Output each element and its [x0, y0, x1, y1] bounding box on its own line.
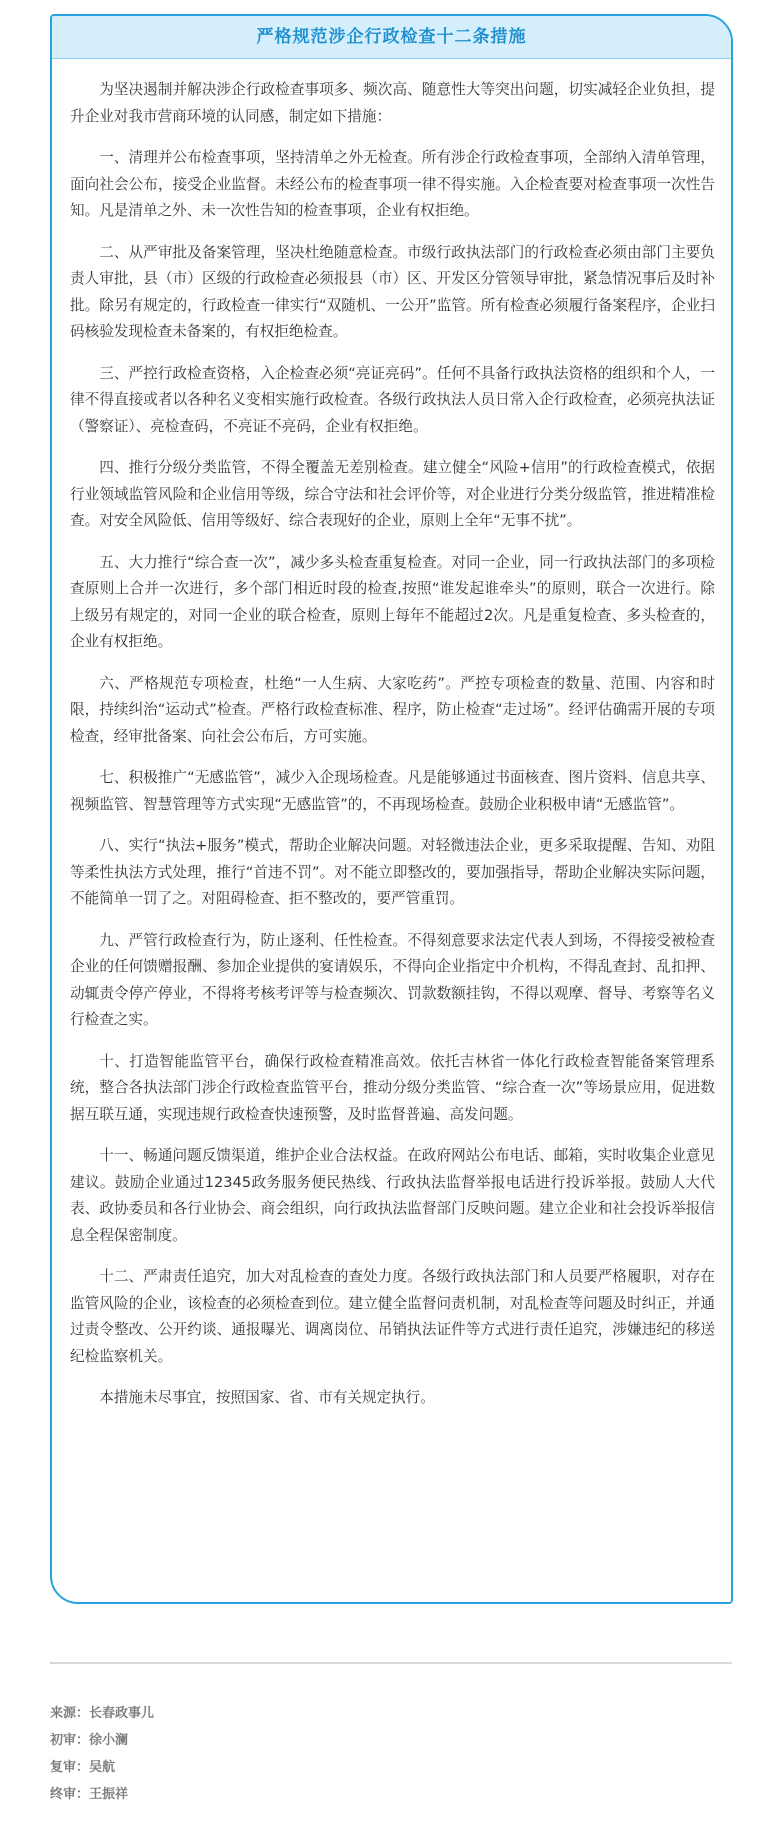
- article-title: 严格规范涉企行政检查十二条措施: [52, 16, 731, 59]
- measure-paragraph-11: 十一、畅通问题反馈渠道，维护企业合法权益。在政府网站公布电话、邮箱，实时收集企业意见建议。鼓励企业通过12345政务服务便民热线、行政执法监督举报电话进行投诉举报。鼓励人大代表、政协委员和各行业协会、商会组织，向行政执法监督部门反映问题。建立企业和社会投诉举报信息全程保密制度。: [70, 1147, 715, 1244]
- measure-paragraph-10: 十、打造智能监管平台，确保行政检查精准高效。依托吉林省一体化行政检查智能备案管理系统，整合各执法部门涉企行政检查监管平台，推动分级分类监管、“综合查一次”等场景应用，促进数据互联互通，实现违规行政检查快速预警，及时监督普遍、高发问题。: [70, 1052, 715, 1123]
- measure-paragraph-9: 九、严管行政检查行为，防止逐利、任性检查。不得刻意要求法定代表人到场，不得接受被检查企业的任何馈赠报酬、参加企业提供的宴请娱乐，不得向企业指定中介机构，不得乱查封、乱扣押、动辄责令停产停业，不得将考核考评等与检查频次、罚款数额挂钩，不得以观摩、督导、考察等名义行检查之实。: [70, 931, 715, 1028]
- article-body: [52, 59, 731, 1412]
- credit-final-review: 终审：王振祥: [50, 1787, 129, 1802]
- measure-paragraph-6: 六、严格规范专项检查，杜绝“一人生病、大家吃药”。严控专项检查的数量、范围、内容和时限，持续纠治“运动式”检查。严格行政检查标准、程序，防止检查“走过场”。经评估确需开展的专项检查，经审批备案、向社会公布后，方可实施。: [70, 674, 715, 745]
- measure-paragraph-3: 三、严控行政检查资格，入企检查必须“亮证亮码”。任何不具备行政执法资格的组织和个人，一律不得直接或者以各种名义变相实施行政检查。各级行政执法人员日常入企行政检查，必须亮执法证（警察证）、亮检查码，不亮证不亮码，企业有权拒绝。: [70, 364, 715, 435]
- measure-paragraph-8: 八、实行“执法+服务”模式，帮助企业解决问题。对轻微违法企业，更多采取提醒、告知、劝阻等柔性执法方式处理，推行“首违不罚”。对不能立即整改的，要加强指导，帮助企业解决实际问题，不能简单一罚了之。对阻碍检查、拒不整改的，要严管重罚。: [70, 837, 715, 907]
- credit-first-review: 初审：徐小澜: [50, 1733, 129, 1748]
- article-card: [50, 14, 733, 1604]
- measure-paragraph-2: 二、从严审批及备案管理，坚决杜绝随意检查。市级行政执法部门的行政检查必须由部门主要负责人审批，县（市）区级的行政检查必须报县（市）区、开发区分管领导审批，紧急情况事后及时补批。除另有规定的，行政检查一律实行“双随机、一公开”监管。所有检查必须履行备案程序，企业扫码核验发现检查未备案的，有权拒绝检查。: [70, 243, 715, 340]
- measure-paragraph-4: 四、推行分级分类监管，不得全覆盖无差别检查。建立健全“风险+信用”的行政检查模式，依据行业领域监管风险和企业信用等级，综合守法和社会评价等，对企业进行分类分级监管，推进精准检查。对安全风险低、信用等级好、综合表现好的企业，原则上全年“无事不扰”。: [70, 459, 715, 529]
- closing-paragraph: 本措施未尽事宜，按照国家、省、市有关规定执行。: [99, 1389, 435, 1406]
- credits: [50, 1700, 154, 1808]
- measure-paragraph-5: 五、大力推行“综合查一次”，减少多头检查重复检查。对同一企业，同一行政执法部门的多项检查原则上合并一次进行，多个部门相近时段的检查,按照“谁发起谁牵头”的原则，联合一次进行。除上级另有规定的，对同一企业的联合检查，原则上每年不能超过2次。凡是重复检查、多头检查的，企业有权拒绝。: [70, 553, 715, 650]
- credit-second-review: 复审：吴航: [50, 1760, 116, 1775]
- measure-paragraph-12: 十二、严肃责任追究，加大对乱检查的查处力度。各级行政执法部门和人员要严格履职，对存在监管风险的企业，该检查的必须检查到位。建立健全监督问责机制，对乱检查等问题及时纠正，并通过责令整改、公开约谈、通报曝光、调离岗位、吊销执法证件等方式进行责任追究，涉嫌违纪的移送纪检监察机关。: [70, 1268, 715, 1365]
- measure-paragraph-7: 七、积极推广“无感监管”，减少入企现场检查。凡是能够通过书面核查、图片资料、信息共享、视频监管、智慧管理等方式实现“无感监管”的，不再现场检查。鼓励企业积极申请“无感监管”。: [70, 769, 715, 813]
- credit-source: 来源：长春政事儿: [50, 1706, 155, 1721]
- measure-paragraph-1: 一、清理并公布检查事项，坚持清单之外无检查。所有涉企行政检查事项，全部纳入清单管理，面向社会公布，接受企业监督。未经公布的检查事项一律不得实施。入企检查要对检查事项一次性告知。凡是清单之外、未一次性告知的检查事项，企业有权拒绝。: [70, 149, 715, 219]
- intro-paragraph: 为坚决遏制并解决涉企行政检查事项多、频次高、随意性大等突出问题，切实减轻企业负担，提升企业对我市营商环境的认同感，制定如下措施：: [70, 81, 715, 125]
- footer-divider: [50, 1662, 732, 1664]
